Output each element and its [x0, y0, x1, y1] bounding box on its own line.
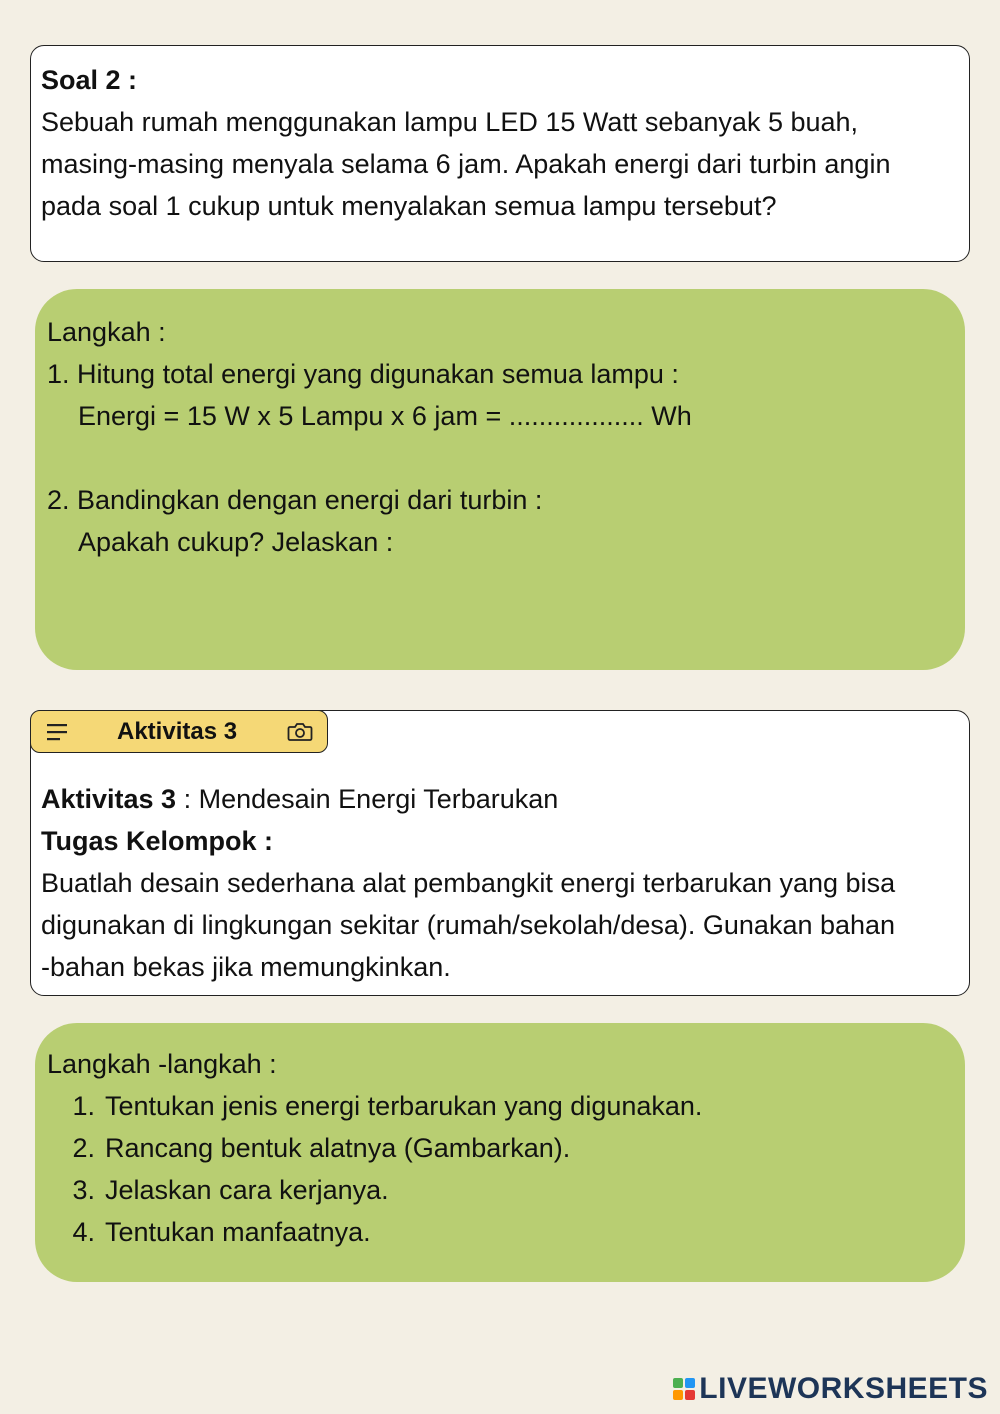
steps-heading: Langkah : — [47, 317, 166, 347]
spacer — [47, 437, 953, 479]
list-item: 4. Tentukan manfaatnya. — [72, 1217, 371, 1247]
question-line: masing-masing menyala selama 6 jam. Apakah energi dari turbin angin — [41, 149, 891, 179]
steps-list — [47, 1085, 953, 1253]
task-line: -bahan bekas jika memungkinkan. — [41, 952, 451, 982]
liveworksheets-logo-icon — [673, 1378, 695, 1400]
question-title: Soal 2 : — [41, 65, 138, 95]
menu-icon[interactable] — [47, 723, 69, 741]
activity-tab[interactable] — [30, 710, 328, 753]
question-line: Sebuah rumah menggunakan lampu LED 15 Watt sebanyak 5 buah, — [41, 107, 859, 137]
list-item: 1. Tentukan jenis energi terbarukan yang digunakan. — [72, 1091, 703, 1121]
list-item: 2. Rancang bentuk alatnya (Gambarkan). — [72, 1133, 571, 1163]
activity-steps-card — [35, 1023, 965, 1282]
activity-tab-title: Aktivitas 3 — [117, 718, 238, 745]
camera-icon[interactable] — [287, 721, 313, 743]
task-line: digunakan di lingkungan sekitar (rumah/sekolah/desa). Gunakan bahan — [41, 910, 896, 940]
brand-footer[interactable] — [673, 1372, 988, 1406]
activity-heading: Aktivitas 3 : Mendesain Energi Terbarukan — [41, 784, 559, 814]
task-heading: Tugas Kelompok : — [41, 826, 274, 856]
step-1: 1. Hitung total energi yang digunakan semua lampu : — [47, 359, 679, 389]
energy-formula: Energi = 15 W x 5 Lampu x 6 jam = .................. Wh — [78, 401, 692, 431]
step-2: 2. Bandingkan dengan energi dari turbin : — [47, 485, 543, 515]
steps-answer-area[interactable] — [35, 289, 965, 670]
task-line: Buatlah desain sederhana alat pembangkit energi terbarukan yang bisa — [41, 868, 896, 898]
list-item: 3. Jelaskan cara kerjanya. — [72, 1175, 389, 1205]
steps-heading: Langkah -langkah : — [47, 1049, 277, 1079]
explain-question: Apakah cukup? Jelaskan : — [78, 527, 394, 557]
brand-name: LIVEWORKSHEETS — [699, 1372, 988, 1405]
activity-3-card — [30, 710, 970, 996]
question-line: pada soal 1 cukup untuk menyalakan semua lampu tersebut? — [41, 191, 777, 221]
question-2-card — [30, 45, 970, 262]
